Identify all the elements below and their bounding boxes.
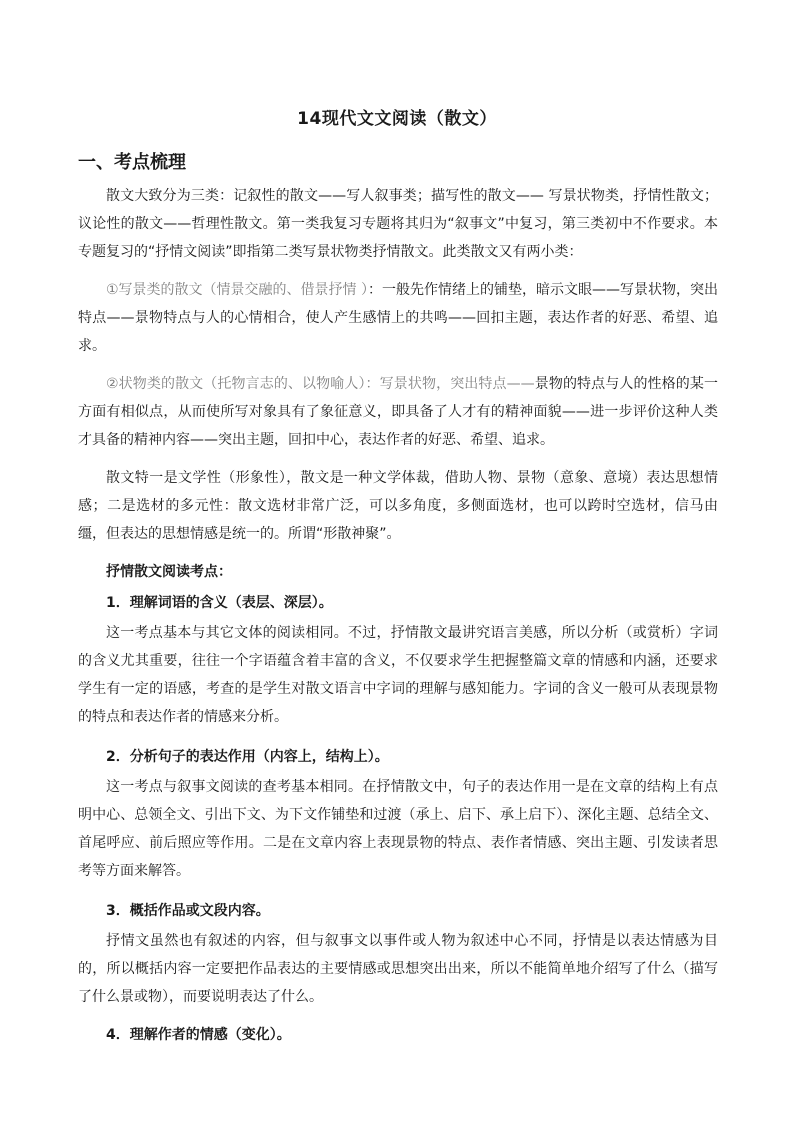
- subheading: 4．理解作者的情感（变化）。: [106, 1027, 291, 1043]
- subheading: 1．理解词语的含义（表层、深层）。: [106, 595, 333, 611]
- point2-heading: [78, 743, 718, 771]
- point1-paragraph: [78, 619, 718, 731]
- document-title: 14现代文文阅读（散文）: [297, 109, 497, 129]
- paragraph-text: 这一考点基本与其它文体的阅读相同。不过，抒情散文最讲究语言美感，所以分析（或赏析）字词的含义尤其重要，往往一个字语蕴含着丰富的含义，不仅要求学生把握整篇文章的情感和内涵，还要求学生有一定的语感，考查的是学生对散文语言中字词的理解与感知能力。字词的含义一般可从表现景物的特点和表达作者的情感来分析。: [78, 625, 718, 725]
- intro-paragraph: [78, 182, 718, 266]
- paragraph-text: [78, 370, 718, 454]
- paragraph-text: 景物的特点与人的性格的某一方面有相似点，从而使所写对象具有了象征意义，即具备了人才有的精神面貌——进一步评价这种人类才具备的精神内容——突出主题，回扣中心，表达作者的好恶、希望、追求。: [78, 376, 718, 448]
- gray-text: ①写景类的散文（情景交融的、借景抒情 ）: [106, 282, 368, 298]
- subheading: 3．概括作品或文段内容。: [106, 903, 270, 919]
- paragraph-text: 这一考点与叙事文阅读的查考基本相同。在抒情散文中，句子的表达作用一是在文章的结构上有点明中心、总领全文、引出下文、为下文作铺垫和过渡（承上、启下、承上启下）、深化主题、总结全文、首尾呼应、前后照应等作用。二是在文章内容上表现景物的特点、表作者情感、突出主题、引发读者思考等方面来解答。: [78, 779, 718, 879]
- point3-paragraph: [78, 927, 718, 1011]
- subheading: 抒情散文阅读考点：: [106, 564, 232, 580]
- paragraph-text: ：一般先作情绪上的铺垫，暗示文眼——写景状物，突出特点——景物特点与人的心情相合，使人产生感情上的共鸣——回扣主题，表达作者的好恶、希望、追求。: [78, 282, 718, 354]
- point1-heading: [78, 589, 718, 617]
- paragraph-text: [78, 276, 718, 360]
- paragraph-text: 散文特一是文学性（形象性），散文是一种文学体裁，借助人物、景物（意象、意境）表达思想情感；二是选材的多元性：散文选材非常广泛，可以多角度，多侧面选材，也可以跨时空选材，信马由缰，但表达的思想情感是统一的。所谓“形散神聚”。: [78, 470, 718, 542]
- points-heading: [78, 558, 718, 586]
- section-heading: 一、考点梳理: [78, 152, 186, 173]
- type1-paragraph: [78, 276, 718, 360]
- point2-paragraph: [78, 773, 718, 885]
- gray-text: ②状物类的散文（托物言志的、以物喻人）：写景状物，突出特点——: [106, 376, 535, 392]
- features-paragraph: [78, 464, 718, 548]
- subheading: 2．分析句子的表达作用（内容上，结构上）。: [106, 749, 389, 765]
- point4-heading: [78, 1021, 718, 1049]
- type2-paragraph: [78, 370, 718, 454]
- point3-heading: [78, 897, 718, 925]
- paragraph-text: 抒情文虽然也有叙述的内容，但与叙事文以事件或人物为叙述中心不同，抒情是以表达情感为目的，所以概括内容一定要把作品表达的主要情感或思想突出出来，所以不能简单地介绍写了什么（描写了什么景或物），而要说明表达了什么。: [78, 933, 718, 1005]
- paragraph-text: 散文大致分为三类：记叙性的散文——写人叙事类；描写性的散文—— 写景状物类，抒情性散文；议论性的散文——哲理性散文。第一类我复习专题将其归为“叙事文”中复习，第三类初中不作要求。本专题复习的“抒情文阅读”即指第二类写景状物类抒情散文。此类散文又有两小类：: [78, 188, 718, 260]
